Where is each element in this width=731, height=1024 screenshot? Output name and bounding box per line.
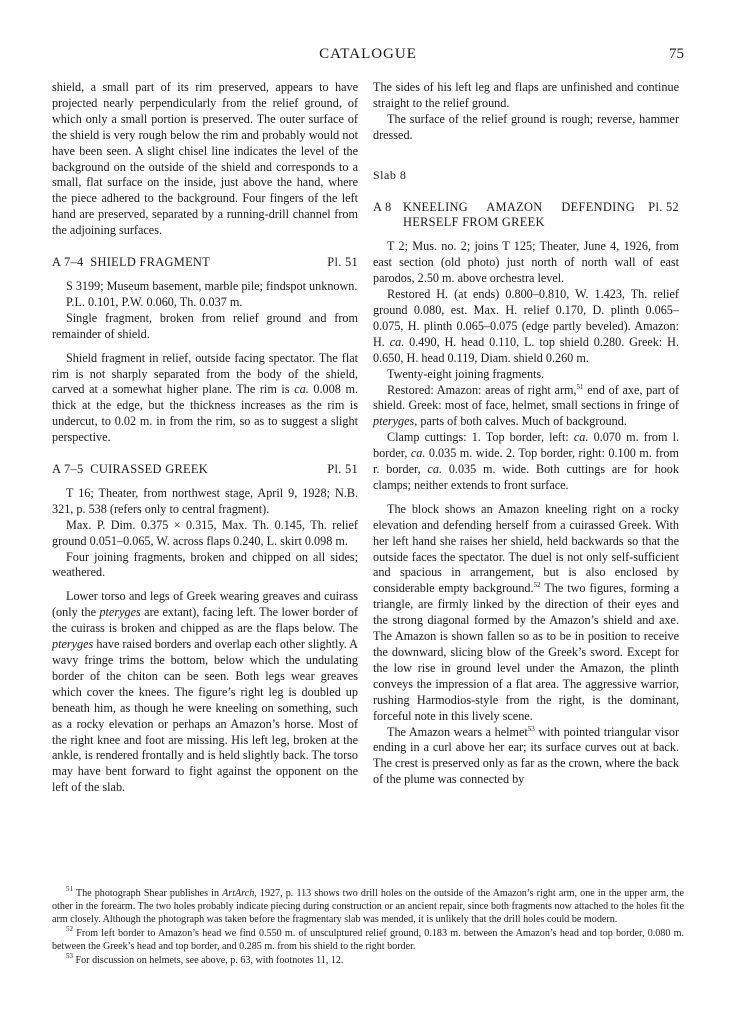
footnote-ref: 53 bbox=[527, 724, 535, 733]
plate-ref: Pl. 51 bbox=[327, 462, 358, 477]
continued-paragraph: The sides of his left leg and flaps are unfinished and continue straight to the relief ground. bbox=[373, 80, 679, 110]
entry-description: Lower torso and legs of Greek wearing greaves and cuirass (only the pteryges are extant), facing left. The lower border of the cuirass is broken and chipped as are the flaps below. The pteryges have raised borders and overlap each other slightly. A wavy fringe trims the bottom, below which the undulating border of the chiton can be seen. Both legs wear greaves which cover the knees. The figure’s right leg is doubled up beneath him, as though he were kneeling on something, such as a rocky elevation or perhaps an Amazon’s horse. Most of the right knee and foot are missing. His left leg, broken at the ankle, is rendered frontally and is held slightly back. The torso may have bent forward to fight against the opponent on the left of the slab. bbox=[52, 589, 358, 795]
entry-heading-a7-4 bbox=[52, 255, 358, 271]
entry-title: KNEELING AMAZON DEFENDING HERSELF FROM GREEK bbox=[403, 199, 635, 230]
entry-info: T 2; Mus. no. 2; joins T 125; Theater, June 4, 1926, from east section (old photo) just north of north wall of east parodos, 2.50 m. above orchestra level. bbox=[373, 239, 679, 286]
plate-ref: Pl. 52 bbox=[648, 199, 679, 214]
entry-description: Shield fragment in relief, outside facing spectator. The flat rim is not sharply separated from the body of the shield, carved at a somewhat higher plane. The rim is ca. 0.008 m. thick at the edge, but the thickness increases as the rim is undercut, to 0.02 m. in from the rim, so as to suggest a slight perspective. bbox=[52, 350, 359, 445]
entry-heading-a7-5 bbox=[52, 462, 358, 478]
footnote-ref: 51 bbox=[576, 382, 584, 391]
entry-number: A 7–4 bbox=[52, 255, 84, 270]
entry-info: S 3199; Museum basement, marble pile; findspot unknown. bbox=[66, 278, 358, 293]
page-number: 75 bbox=[669, 46, 684, 62]
right-column bbox=[373, 80, 679, 788]
entry-description-helmet: The Amazon wears a helmet$^{53}$ with pointed triangular visor ending in a curl above her ear; its surface curves out at back. The crest is preserved only as far as the crown, where the back of the plume was connected by bbox=[373, 724, 679, 787]
continued-paragraph: shield, a small part of its rim preserved, appears to have projected nearly perpendicularly from the relief ground, of which only a small portion is preserved. The outer surface of the shield is very rough below the rim and probably would not have been seen. A slight chisel line indicates the level of the background on the outside of the shield and corresponds to a small, flat surface on the inside, just above the hand, where the piece adhered to the background. Four fingers of the left hand are preserved, separated by a running-drill channel from the adjoining surfaces. bbox=[52, 80, 358, 238]
footnote-52: $^{52}$ From left border to Amazon’s head we find 0.550 m. of unsculptured relief ground, 0.183 m. between the Amazon’s head and top border, 0.080 m. between the Greek’s head and top border, and 0.285 m. from his shield to the right border. bbox=[52, 925, 684, 952]
surface-paragraph: The surface of the relief ground is rough; reverse, hammer dressed. bbox=[373, 111, 679, 142]
entry-dimensions: Restored H. (at ends) 0.800–0.810, W. 1.423, Th. relief ground 0.080, est. Max. H. relief 0.170, D. plinth 0.065–0.075, H. plinth 0.065–0.075 (edge partly beveled). Amazon: H. ca. 0.490, H. head 0.110, L. top shield 0.280. Greek: H. 0.650, H. head 0.119, Diam. shield 0.260 m. bbox=[373, 287, 679, 365]
running-header bbox=[52, 46, 684, 66]
entry-restored: Restored: Amazon: areas of right arm,$^{51}$ end of axe, part of shield. Greek: most of face, helmet, small sections in fringe of pteryges, parts of both calves. Much of background. bbox=[373, 382, 679, 429]
entry-condition: Single fragment, broken from relief ground and from remainder of shield. bbox=[52, 310, 358, 341]
plate-ref: Pl. 51 bbox=[327, 255, 358, 270]
footnote-53: $^{53}$ For discussion on helmets, see above, p. 63, with footnotes 11, 12. bbox=[66, 952, 344, 966]
footnote-51: $^{51}$ The photograph Shear publishes in ArtArch, 1927, p. 113 shows two drill holes on the outside of the Amazon’s right arm, one in the upper arm, the other in the forearm. The two holes probably indicate piecing during construction or an ancient repair, since both fragments now attached to the holes fit the arm closely. Although the photograph was taken before the fragmentary slab was mended, it is unlikely that the drill holes could be modern. bbox=[52, 885, 685, 925]
footnotes bbox=[52, 887, 684, 968]
entry-number: A 8 bbox=[373, 199, 392, 214]
slab-label: Slab 8 bbox=[373, 167, 407, 182]
entry-title: SHIELD FRAGMENT bbox=[90, 255, 211, 270]
entry-clamp-cuttings: Clamp cuttings: 1. Top border, left: ca. 0.070 m. from l. border, ca. 0.035 m. wide. 2. Top border, right: 0.100 m. from r. border, ca. 0.035 m. wide. Both cuttings are for hook clamps; neither extends to front surface. bbox=[373, 430, 680, 492]
entry-dimensions: Max. P. Dim. 0.375 × 0.315, Max. Th. 0.145, Th. relief ground 0.051–0.065, W. across flaps 0.240, L. skirt 0.098 m. bbox=[52, 517, 358, 548]
entry-description: The block shows an Amazon kneeling right on a rocky elevation and defending herself from a cuirassed Greek. With her left hand she raises her shield, held backwards so that the outside faces the spectator. The duel is not only self-sufficient and spacious in arrangement, but is also enclosed by considerable empty background.$^{52}$ The two figures, forming a triangle, are firmly linked by the direction of their eyes and the strong diagonal formed by the Amazon’s shield and axe. The Amazon is shown fallen so as to be in position to receive the downward, slicing blow of the Greek’s sword. Except for the low rise in ground level under the Amazon, the plinth conveys the impression of a flat area. The aggressive warrior, rushing Harmodios-style from the right, is the dominant, forceful note in this lively scene. bbox=[373, 501, 679, 723]
footnote-ref: 52 bbox=[533, 581, 541, 590]
left-column bbox=[52, 80, 358, 796]
entry-condition: Four joining fragments, broken and chipped on all sides; weathered. bbox=[52, 549, 358, 580]
entry-title: CUIRASSED GREEK bbox=[90, 462, 208, 477]
entry-fragments: Twenty-eight joining fragments. bbox=[387, 366, 545, 381]
entry-heading-a8 bbox=[373, 200, 679, 232]
entry-dimensions: P.L. 0.101, P.W. 0.060, Th. 0.037 m. bbox=[66, 294, 243, 309]
entry-number: A 7–5 bbox=[52, 462, 84, 477]
running-title: CATALOGUE bbox=[319, 46, 417, 62]
entry-info: T 16; Theater, from northwest stage, April 9, 1928; N.B. 321, p. 538 (refers only to central fragment). bbox=[52, 485, 358, 516]
